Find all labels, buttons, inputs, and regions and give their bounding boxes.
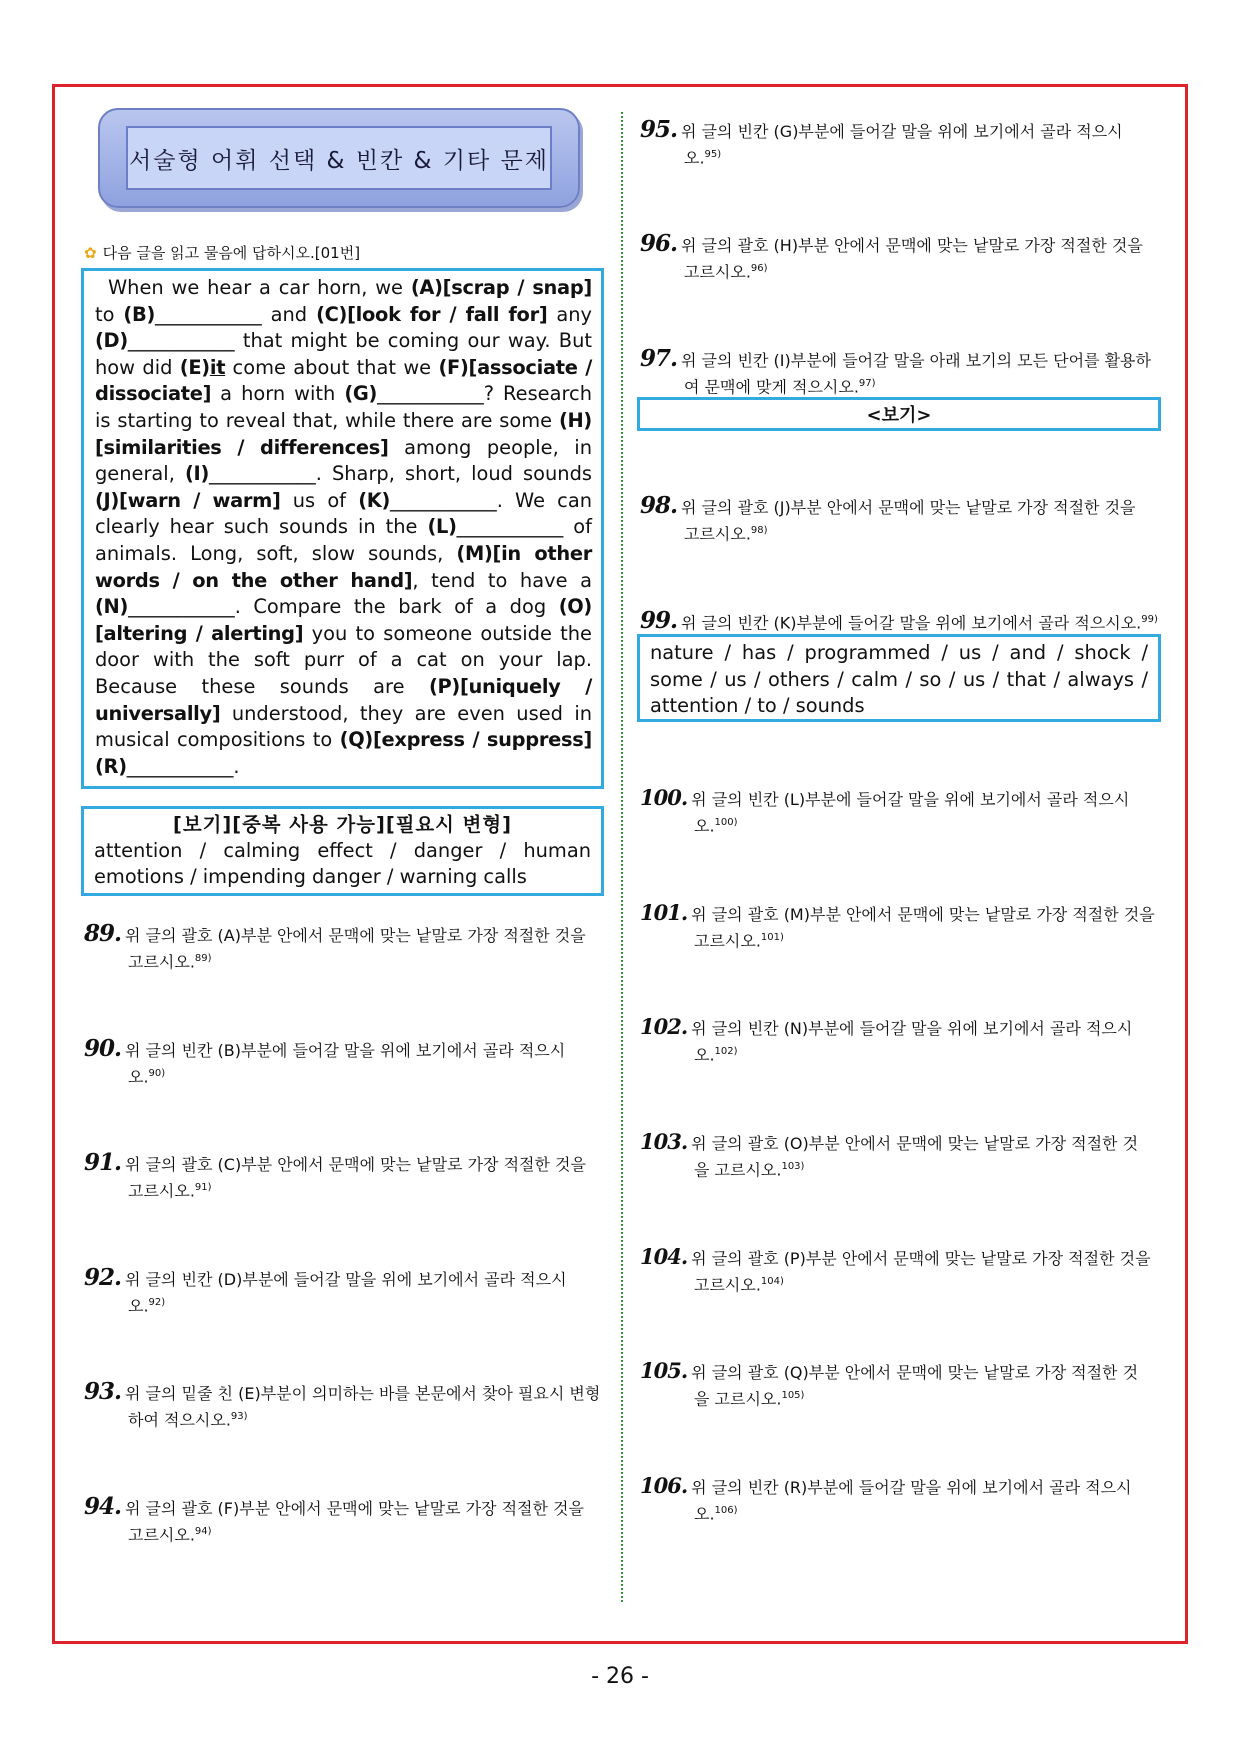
question-104: 104. 위 글의 괄호 (P)부분 안에서 문맥에 맞는 낱말로 가장 적절한 것을 고르시오.$^{104)}$ (640, 1244, 1151, 1295)
question-101: 101. 위 글의 괄호 (M)부분 안에서 문맥에 맞는 낱말로 가장 적절한 것을 고르시오.$^{101)}$ (640, 900, 1155, 951)
question-95: 95. 위 글의 빈칸 (G)부분에 들어갈 말을 위에 보기에서 골라 적으시 오.$^{95)}$ (640, 116, 1123, 168)
question-105: 105. 위 글의 괄호 (Q)부분 안에서 문맥에 맞는 낱말로 가장 적절한 것 을 고르시오.$^{105)}$ (640, 1358, 1139, 1409)
word-bank-header: [보기][중복 사용 가능][필요시 변형] (173, 813, 512, 836)
word-bank-body: attention / calming effect / danger / human emotions / impending danger / warning calls (94, 839, 591, 888)
question-103: 103. 위 글의 괄호 (O)부분 안에서 문맥에 맞는 낱말로 가장 적절한 것 을 고르시오.$^{103)}$ (640, 1129, 1139, 1180)
question-90: 90. 위 글의 빈칸 (B)부분에 들어갈 말을 위에 보기에서 골라 적으시 오.$^{90)}$ (84, 1035, 566, 1087)
question-97: 97. 위 글의 빈칸 (I)부분에 들어갈 말을 아래 보기의 모든 단어를 활용하 여 문맥에 맞게 적으시오.$^{97)}$ (640, 345, 1151, 397)
bogi-label: <보기> (866, 405, 932, 426)
section-title-banner (98, 108, 580, 208)
page-number: - 26 - (591, 1664, 649, 1689)
passage-box: When we hear a car horn, we (A)[scrap / snap] to (B)___________ and (C)[look for / fall for] any (D)___________ that might be coming our way. But how did (E)it come about that we (F)[associate / dissociate] a horn with (G)___________? Research is starting to reveal that, while there are some (H)[similarities / differences] among people, in general, (I)___________. Sharp, short, loud sounds (J)[warn / warm] us of (K)___________. We can clearly hear such sounds in the (L)___________ of animals. Long, soft, slow sounds, (M)[in other words / on the other hand], tend to have a (N)___________. Compare the bark of a dog (O)[altering / alerting] you to someone outside the door with the soft purr of a cat on your lap. Because these sounds are (P)[uniquely / universally] understood, they are even used in musical compositions to (Q)[express / suppress] (R)___________. (81, 268, 604, 789)
word-list: nature / has / programmed / us / and / shock / some / us / others / calm / so / us / that / always / attention / to / sounds (650, 641, 1148, 717)
question-92: 92. 위 글의 빈칸 (D)부분에 들어갈 말을 위에 보기에서 골라 적으시 오.$^{92)}$ (84, 1264, 567, 1316)
flower-icon: ✿ (84, 244, 97, 262)
bogi-label-box (637, 397, 1161, 431)
question-94: 94. 위 글의 괄호 (F)부분 안에서 문맥에 맞는 낱말로 가장 적절한 것을 고르시오.$^{94)}$ (84, 1493, 584, 1545)
question-89: 89. 위 글의 괄호 (A)부분 안에서 문맥에 맞는 낱말로 가장 적절한 것을 고르시오.$^{89)}$ (84, 920, 586, 972)
instruction (84, 242, 360, 263)
section-title: 서술형 어휘 선택 & 빈칸 & 기타 문제 (126, 126, 552, 190)
instruction-text: 다음 글을 읽고 물음에 답하시오.[01번] (102, 244, 361, 262)
word-list-box (637, 634, 1161, 722)
question-93: 93. 위 글의 밑줄 친 (E)부분이 의미하는 바를 본문에서 찾아 필요시 변형 하여 적으시오.$^{93)}$ (84, 1378, 601, 1430)
question-100: 100. 위 글의 빈칸 (L)부분에 들어갈 말을 위에 보기에서 골라 적으시 오.$^{100)}$ (640, 785, 1130, 836)
column-divider (621, 112, 623, 1602)
question-99: 99. 위 글의 빈칸 (K)부분에 들어갈 말을 위에 보기에서 골라 적으시오.$^{99)}$ (640, 607, 1158, 635)
question-91: 91. 위 글의 괄호 (C)부분 안에서 문맥에 맞는 낱말로 가장 적절한 것을 고르시오.$^{91)}$ (84, 1149, 586, 1201)
question-102: 102. 위 글의 빈칸 (N)부분에 들어갈 말을 위에 보기에서 골라 적으시 오.$^{102)}$ (640, 1014, 1133, 1065)
question-98: 98. 위 글의 괄호 (J)부분 안에서 문맥에 맞는 낱말로 가장 적절한 것을 고르시오.$^{98)}$ (640, 492, 1136, 544)
word-bank-box (81, 806, 604, 896)
question-96: 96. 위 글의 괄호 (H)부분 안에서 문맥에 맞는 낱말로 가장 적절한 것을 고르시오.$^{96)}$ (640, 230, 1143, 282)
question-106: 106. 위 글의 빈칸 (R)부분에 들어갈 말을 위에 보기에서 골라 적으시 오.$^{106)}$ (640, 1473, 1132, 1524)
